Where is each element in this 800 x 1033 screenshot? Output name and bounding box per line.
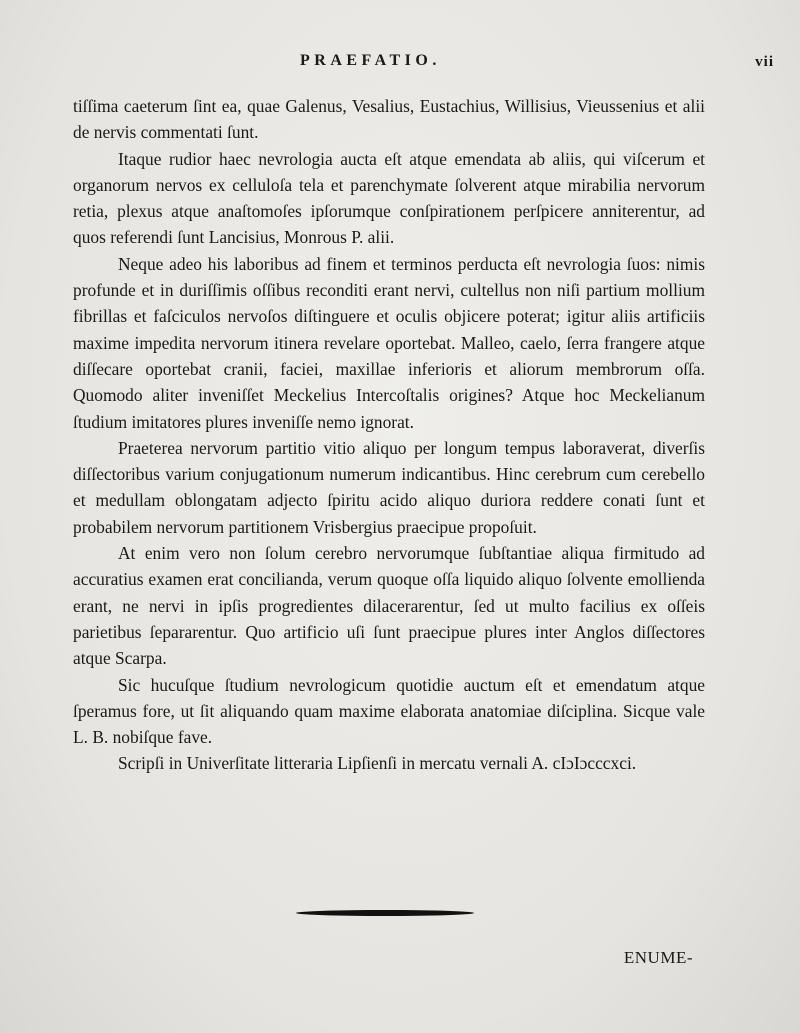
paragraph-3: Neque adeo his laboribus ad finem et terminos perducta eſt nevrologia ſuos: nimis profunde et in duriſſimis oſſibus reconditi erant nervi, cultellus non niſi partium mollium fibrillas et faſciculos nervoſos diſtinguere et oculis objicere poterat; igitur aliis artificiis maxime impedita nervorum itinera revelare oportebat. Malleo, caelo, ſerra frangere atque diſſecare oportebat cranii, faciei, maxillae inferioris et aliorum membrorum oſſa. Quomodo aliter inveniſſet Meckelius Intercoſtalis origines? Atque hoc Meckelianum ſtudium imitatores plures inveniſſe nemo ignorat. xyxy=(73,253,705,432)
paragraph-7: Scripſi in Univerſitate litteraria Lipſienſi in mercatu vernali A. cIɔIɔcccxci. xyxy=(118,753,637,774)
paragraph-1: tiſſima caeterum ſint ea, quae Galenus, Vesalius, Eustachius, Willisius, Vieussenius et alii de nervis commentati ſunt. xyxy=(73,96,705,143)
body-text xyxy=(73,93,705,777)
running-head: PRAEFATIO. xyxy=(300,52,441,69)
paragraph-4: Praeterea nervorum partitio vitio aliquo per longum tempus laboraverat, diverſis diſſectoribus varium conjugationum numerum indicantibus. Hinc cerebrum cum cerebello et medullam oblongatam adjecto ſpiritu acido aliquo duriora reddere conati ſunt et probabilem nervorum partitionem Vrisbergius praecipue propoſuit. xyxy=(73,437,705,537)
paragraph-6: Sic hucuſque ſtudium nevrologicum quotidie auctum eſt et emendatum atque ſperamus fore, ut ſit aliquando quam maxime elaborata anatomiae diſciplina. Sicque vale L. B. nobiſque fave. xyxy=(73,674,705,748)
catchword: ENUME- xyxy=(623,948,693,967)
page-number: vii xyxy=(755,54,774,70)
paragraph-5: At enim vero non ſolum cerebro nervorumque ſubſtantiae aliqua firmitudo ad accuratius examen erat concilianda, verum quoque oſſa liquido aliquo ſolvente emollienda erant, ne nervi in ipſis progredientes dilacerarentur, ſed ut multo facilius ex oſſeis parietibus ſepararentur. Quo artificio uſi ſunt praecipue plures inter Anglos diſſectores atque Scarpa. xyxy=(73,543,705,669)
ornamental-rule xyxy=(296,910,474,916)
paragraph-2: Itaque rudior haec nevrologia aucta eſt atque emendata ab aliis, qui viſcerum et organorum nervos ex celluloſa tela et parenchymate ſolverent atque mirabilia nervorum retia, plexus atque anaſtomoſes ipſorumque conſpirationem perſpicere anniterentur, ad quos referendi ſunt Lancisius, Monrous P. alii. xyxy=(73,148,705,248)
